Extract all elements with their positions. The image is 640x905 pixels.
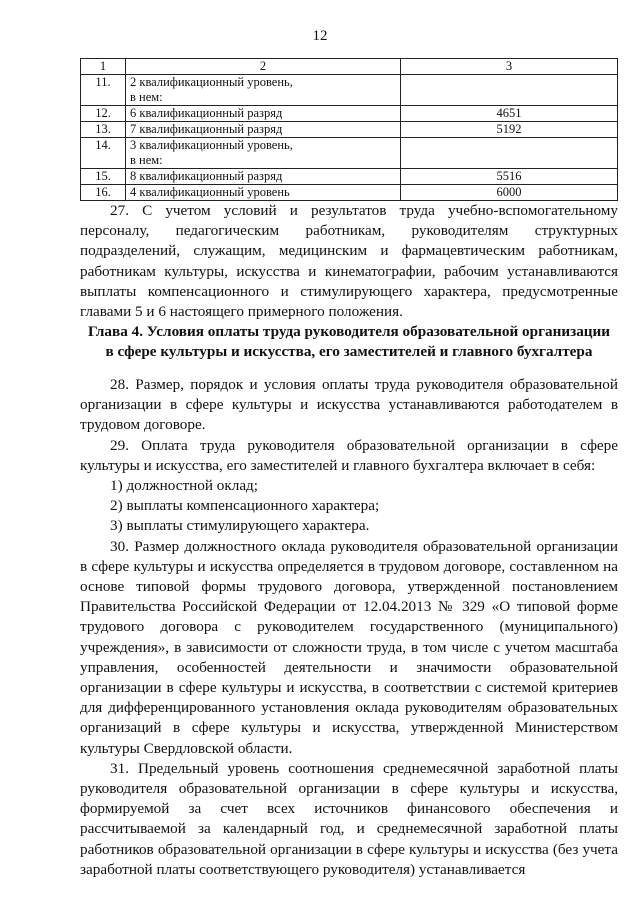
table-row: [81, 122, 618, 138]
paragraph-27: 27. С учетом условий и результатов труда учебно-вспомогательному персоналу, педагогическим работникам, руководителям структурных подразделений, служащим, медицинским и фармацевтическим работникам, работникам культуры, искусства и кинематографии, рабочим устанавливаются выплаты компенсационного и стимулирующего характера, предусмотренные главами 5 и 6 настоящего примерного положения.: [80, 202, 618, 321]
row-number: 15.: [81, 169, 126, 185]
row-value: 5516: [401, 169, 618, 185]
row-name: [126, 75, 401, 106]
table-row: [81, 75, 618, 106]
list-item: 3) выплаты стимулирующего характера.: [110, 517, 370, 535]
row-number: 12.: [81, 106, 126, 122]
table-row: [81, 106, 618, 122]
paragraph-29: 29. Оплата труда руководителя образовательной организации в сфере культуры и искусства, его заместителей и главного бухгалтера включает в себя:: [80, 436, 618, 474]
table-row: [81, 138, 618, 169]
row-name-line: 3 квалификационный уровень,: [130, 138, 293, 152]
row-name: [126, 138, 401, 169]
row-value: 5192: [401, 122, 618, 138]
row-value: 4651: [401, 106, 618, 122]
table-header-cell: 3: [401, 59, 618, 75]
table-header-cell: 1: [81, 59, 126, 75]
row-value: [401, 138, 618, 169]
list-item: 2) выплаты компенсационного характера;: [110, 497, 380, 515]
list-item: 1) должностной оклад;: [110, 477, 259, 495]
row-name-line: 2 квалификационный уровень,: [130, 75, 293, 89]
row-value: [401, 75, 618, 106]
row-name: 4 квалификационный уровень: [126, 185, 401, 201]
chapter-heading-line: в сфере культуры и искусства, его заместителей и главного бухгалтера: [105, 343, 593, 360]
row-name: 6 квалификационный разряд: [126, 106, 401, 122]
row-value: 6000: [401, 185, 618, 201]
paragraph-31: 31. Предельный уровень соотношения среднемесячной заработной платы руководителя образовательной организации в сфере культуры и искусства, формируемой за счет всех источников финансового обеспечения и рассчитываемой за календарный год, и среднемесячной заработной платы работников образовательной организации в сфере культуры и искусства (без учета заработной платы соответствующего руководителя) устанавливается: [80, 759, 618, 878]
table-header-cell: 2: [126, 59, 401, 75]
salary-table: [80, 58, 618, 201]
paragraph-block-27: [80, 201, 618, 322]
table-row: [81, 185, 618, 201]
main-text: [80, 375, 618, 880]
paragraph-28: 28. Размер, порядок и условия оплаты труда руководителя образовательной организации в сфере культуры и искусства устанавливаются работодателем в трудовом договоре.: [80, 376, 618, 434]
table-row: [81, 169, 618, 185]
row-number: 13.: [81, 122, 126, 138]
row-name-line: в нем:: [130, 153, 163, 167]
table-header-row: [81, 59, 618, 75]
row-name: 8 квалификационный разряд: [126, 169, 401, 185]
row-number: 11.: [81, 75, 126, 106]
row-number: 14.: [81, 138, 126, 169]
paragraph-30: 30. Размер должностного оклада руководителя образовательной организации в сфере культуры и искусства определяется в трудовом договоре, составленном на основе типовой формы трудового договора, утвержденной постановлением Правительства Российской Федерации от 12.04.2013 № 329 «О типовой форме трудового договора с руководителем государственного (муниципального) учреждения», в зависимости от сложности труда, в том числе с учетом масштаба управления, особенностей деятельности и значимости образовательной организации в сфере культуры и искусства, в соответствии с системой критериев для дифференцированного установления оклада руководителям образовательных организаций в сфере культуры и искусства, утвержденной Министерством культуры Свердловской области.: [80, 537, 618, 757]
row-name: 7 квалификационный разряд: [126, 122, 401, 138]
chapter-heading: [80, 322, 618, 362]
row-name-line: в нем:: [130, 90, 163, 104]
row-number: 16.: [81, 185, 126, 201]
page-number: 12: [312, 28, 328, 44]
chapter-heading-line: Глава 4. Условия оплаты труда руководителя образовательной организации: [87, 323, 611, 340]
